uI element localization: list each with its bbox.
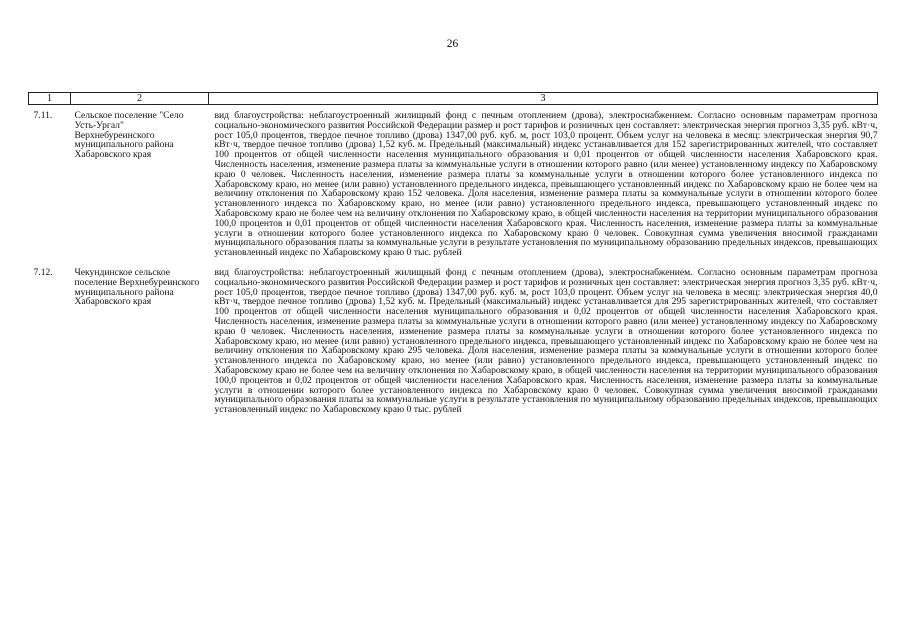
- table-header: [29, 93, 878, 105]
- municipality-name: Чекундинское сельское поселение Верхнебуреинского муниципального района Хабаровского края: [74, 266, 200, 308]
- header-col-2: 2: [71, 93, 209, 105]
- row-description: вид благоустройства: неблагоустроенный жилищный фонд с печным отоплением (дрова), электроснабжением. Согласно основным параметрам прогноза социально-экономического развития Российской Федерации размер и рост тарифов и розничных цен составляет: электрическая энергия прогноз 3,35 руб. кВт·ч, рост 105,0 процентов, твердое печное топливо (дрова) 1347,00 руб. куб. м, рост 103,0 процент. Объем услуг на человека в месяц: электрическая энергия 90,7 кВт·ч, твердое печное топливо (дрова) 1,52 куб. м. Предельный (максимальный) индекс устанавливается для 152 зарегистрированных жителей, что составляет 100 процентов от общей численности населения муниципального образования и 0,01 процентов от общей численности населения Хабаровского края. Численность населения, изменение размера платы за коммунальные услуги в отношении которого равно (или менее) установленному индексу по Хабаровскому краю 0 человек. Численность населения, изменение размера платы за коммунальные услуги в отношении которого более установленного индекса по Хабаровскому краю, но менее (или равно) установленного предельного индекса, превышающего установленный индекс по Хабаровскому краю не более чем на величину отклонения по Хабаровскому краю 152 человека. Доля населения, изменение размера платы за коммунальные услуги в отношении которого более установленного индекса по Хабаровскому краю, но менее (или равно) установленного предельного индекса, превышающего установленный индекс по Хабаровскому краю не более чем на величину отклонения по Хабаровскому краю, в общей численности населения на территории муниципального образования 100,0 процентов и 0,01 процентов от общей численности населения Хабаровского края. Численность населения, изменение размера платы за коммунальные услуги в отношении которого более установленного индекса по Хабаровскому краю 0 человек. Совокупная сумма увеличения вносимой гражданами муниципального образования платы за коммунальные услуги в результате установления по муниципальному образованию предельных индексов, превышающих установленный индекс по Хабаровскому краю 0 тыс. рублей: [214, 110, 878, 259]
- row-number: 7.11.: [33, 110, 53, 121]
- table-row: [29, 258, 878, 415]
- header-row: [29, 93, 878, 105]
- header-col-3: 3: [209, 93, 878, 105]
- header-col-1: 1: [29, 93, 71, 105]
- table-row: [29, 105, 878, 258]
- municipality-name: Сельское поселение "Село Усть-Ургал" Верхнебуреинского муниципального района Хабаровского края: [74, 110, 184, 161]
- row-description: вид благоустройства: неблагоустроенный жилищный фонд с печным отоплением (дрова), электроснабжением. Согласно основным параметрам прогноза социально-экономического развития Российской Федерации размер и рост тарифов и розничных цен составляет: электрическая энергия прогноз 3,35 руб. кВт·ч, рост 105,0 процентов, твердое печное топливо (дрова) 1347,00 руб. куб. м, рост 103,0 процент. Объем услуг на человека в месяц: электрическая энергия 40,0 кВт·ч, твердое печное топливо (дрова) 1,52 куб. м. Предельный (максимальный) индекс устанавливается для 295 зарегистрированных жителей, что составляет 100 процентов от общей численности населения муниципального образования и 0,02 процентов от общей численности населения Хабаровского края. Численность населения, изменение размера платы за коммунальные услуги в отношении которого равно (или менее) установленному индексу по Хабаровскому краю 0 человек. Численность населения, изменение размера платы за коммунальные услуги в отношении которого более установленного индекса по Хабаровскому краю, но менее (или равно) установленного предельного индекса, превышающего установленный индекс по Хабаровскому краю не более чем на величину отклонения по Хабаровскому краю 295 человека. Доля населения, изменение размера платы за коммунальные услуги в отношении которого более установленного индекса по Хабаровскому краю, но менее (или равно) установленного предельного индекса, превышающего установленный индекс по Хабаровскому краю не более чем на величину отклонения по Хабаровскому краю, в общей численности населения на территории муниципального образования 100,0 процентов и 0,02 процентов от общей численности населения Хабаровского края. Численность населения, изменение размера платы за коммунальные услуги в отношении которого более установленного индекса по Хабаровскому краю 0 человек. Совокупная сумма увеличения вносимой гражданами муниципального образования платы за коммунальные услуги в результате установления по муниципальному образованию предельных индексов, превышающих установленный индекс по Хабаровскому краю 0 тыс. рублей: [214, 266, 878, 416]
- row-number: 7.12.: [33, 266, 53, 278]
- table-body: [29, 105, 878, 415]
- tariff-table: [28, 92, 878, 415]
- page-number: 26: [446, 38, 459, 50]
